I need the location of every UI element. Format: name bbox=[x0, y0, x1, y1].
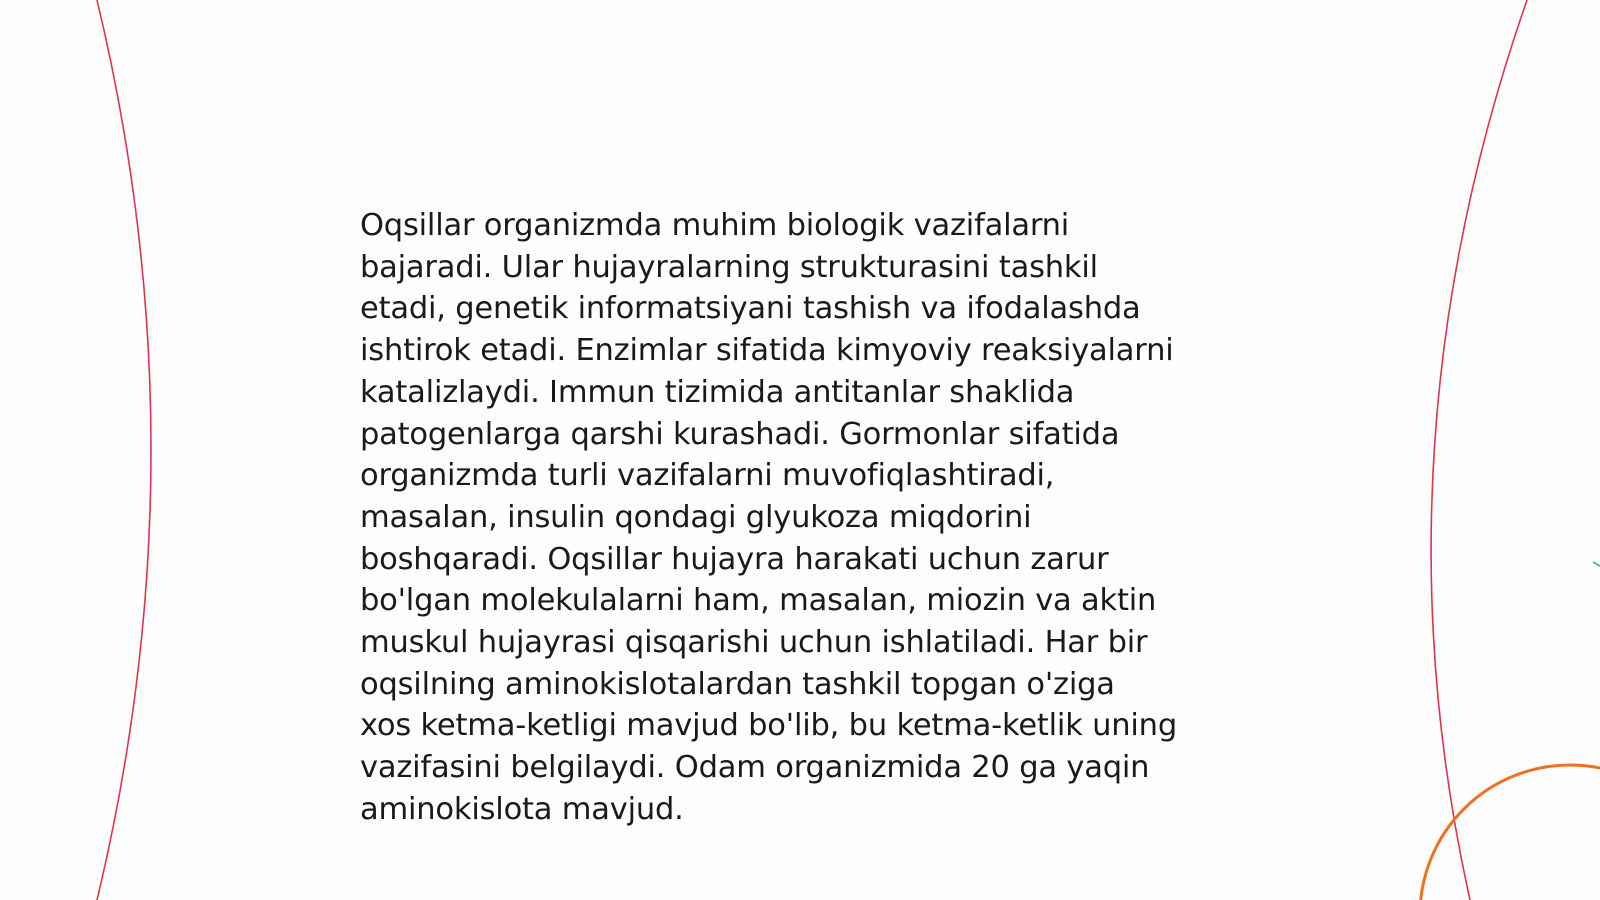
paragraph-line: katalizlaydi. Immun tizimida antitanlar shaklida bbox=[360, 374, 1075, 410]
paragraph-line: aminokislota mavjud. bbox=[360, 791, 684, 827]
paragraph-line: Oqsillar organizmda muhim biologik vazifalarni bbox=[360, 208, 1070, 243]
paragraph-line: masalan, insulin qondagi glyukoza miqdorini bbox=[360, 499, 1032, 535]
orange-ring bbox=[1420, 765, 1600, 900]
paragraph-line: organizmda turli vazifalarni muvofiqlashtiradi, bbox=[360, 458, 1055, 494]
right-arc bbox=[1431, 0, 1527, 900]
paragraph-line: vazifasini belgilaydi. Odam organizmida 20 ga yaqin bbox=[360, 750, 1150, 786]
paragraph-line: xos ketma-ketligi mavjud bo'lib, bu ketma-ketlik uning bbox=[360, 708, 1177, 744]
paragraph-line: bajaradi. Ular hujayralarning strukturasini tashkil bbox=[360, 249, 1098, 285]
paragraph-line: boshqaradi. Oqsillar hujayra harakati uchun zarur bbox=[360, 541, 1109, 577]
teal-tick bbox=[1593, 562, 1600, 566]
paragraph-line: oqsilning aminokislotalardan tashkil topgan o'ziga bbox=[360, 666, 1115, 702]
paragraph-line: etadi, genetik informatsiyani tashish va ifodalashda bbox=[360, 291, 1141, 327]
paragraph-line: ishtirok etadi. Enzimlar sifatida kimyoviy reaksiyalarni bbox=[360, 333, 1174, 369]
paragraph-line: muskul hujayrasi qisqarishi uchun ishlatiladi. Har bir bbox=[360, 625, 1148, 661]
paragraph-line: bo'lgan molekulalarni ham, masalan, miozin va aktin bbox=[360, 583, 1157, 619]
left-arc bbox=[97, 0, 151, 900]
paragraph-line: patogenlarga qarshi kurashadi. Gormonlar sifatida bbox=[360, 416, 1120, 452]
body-paragraph bbox=[360, 205, 1260, 831]
